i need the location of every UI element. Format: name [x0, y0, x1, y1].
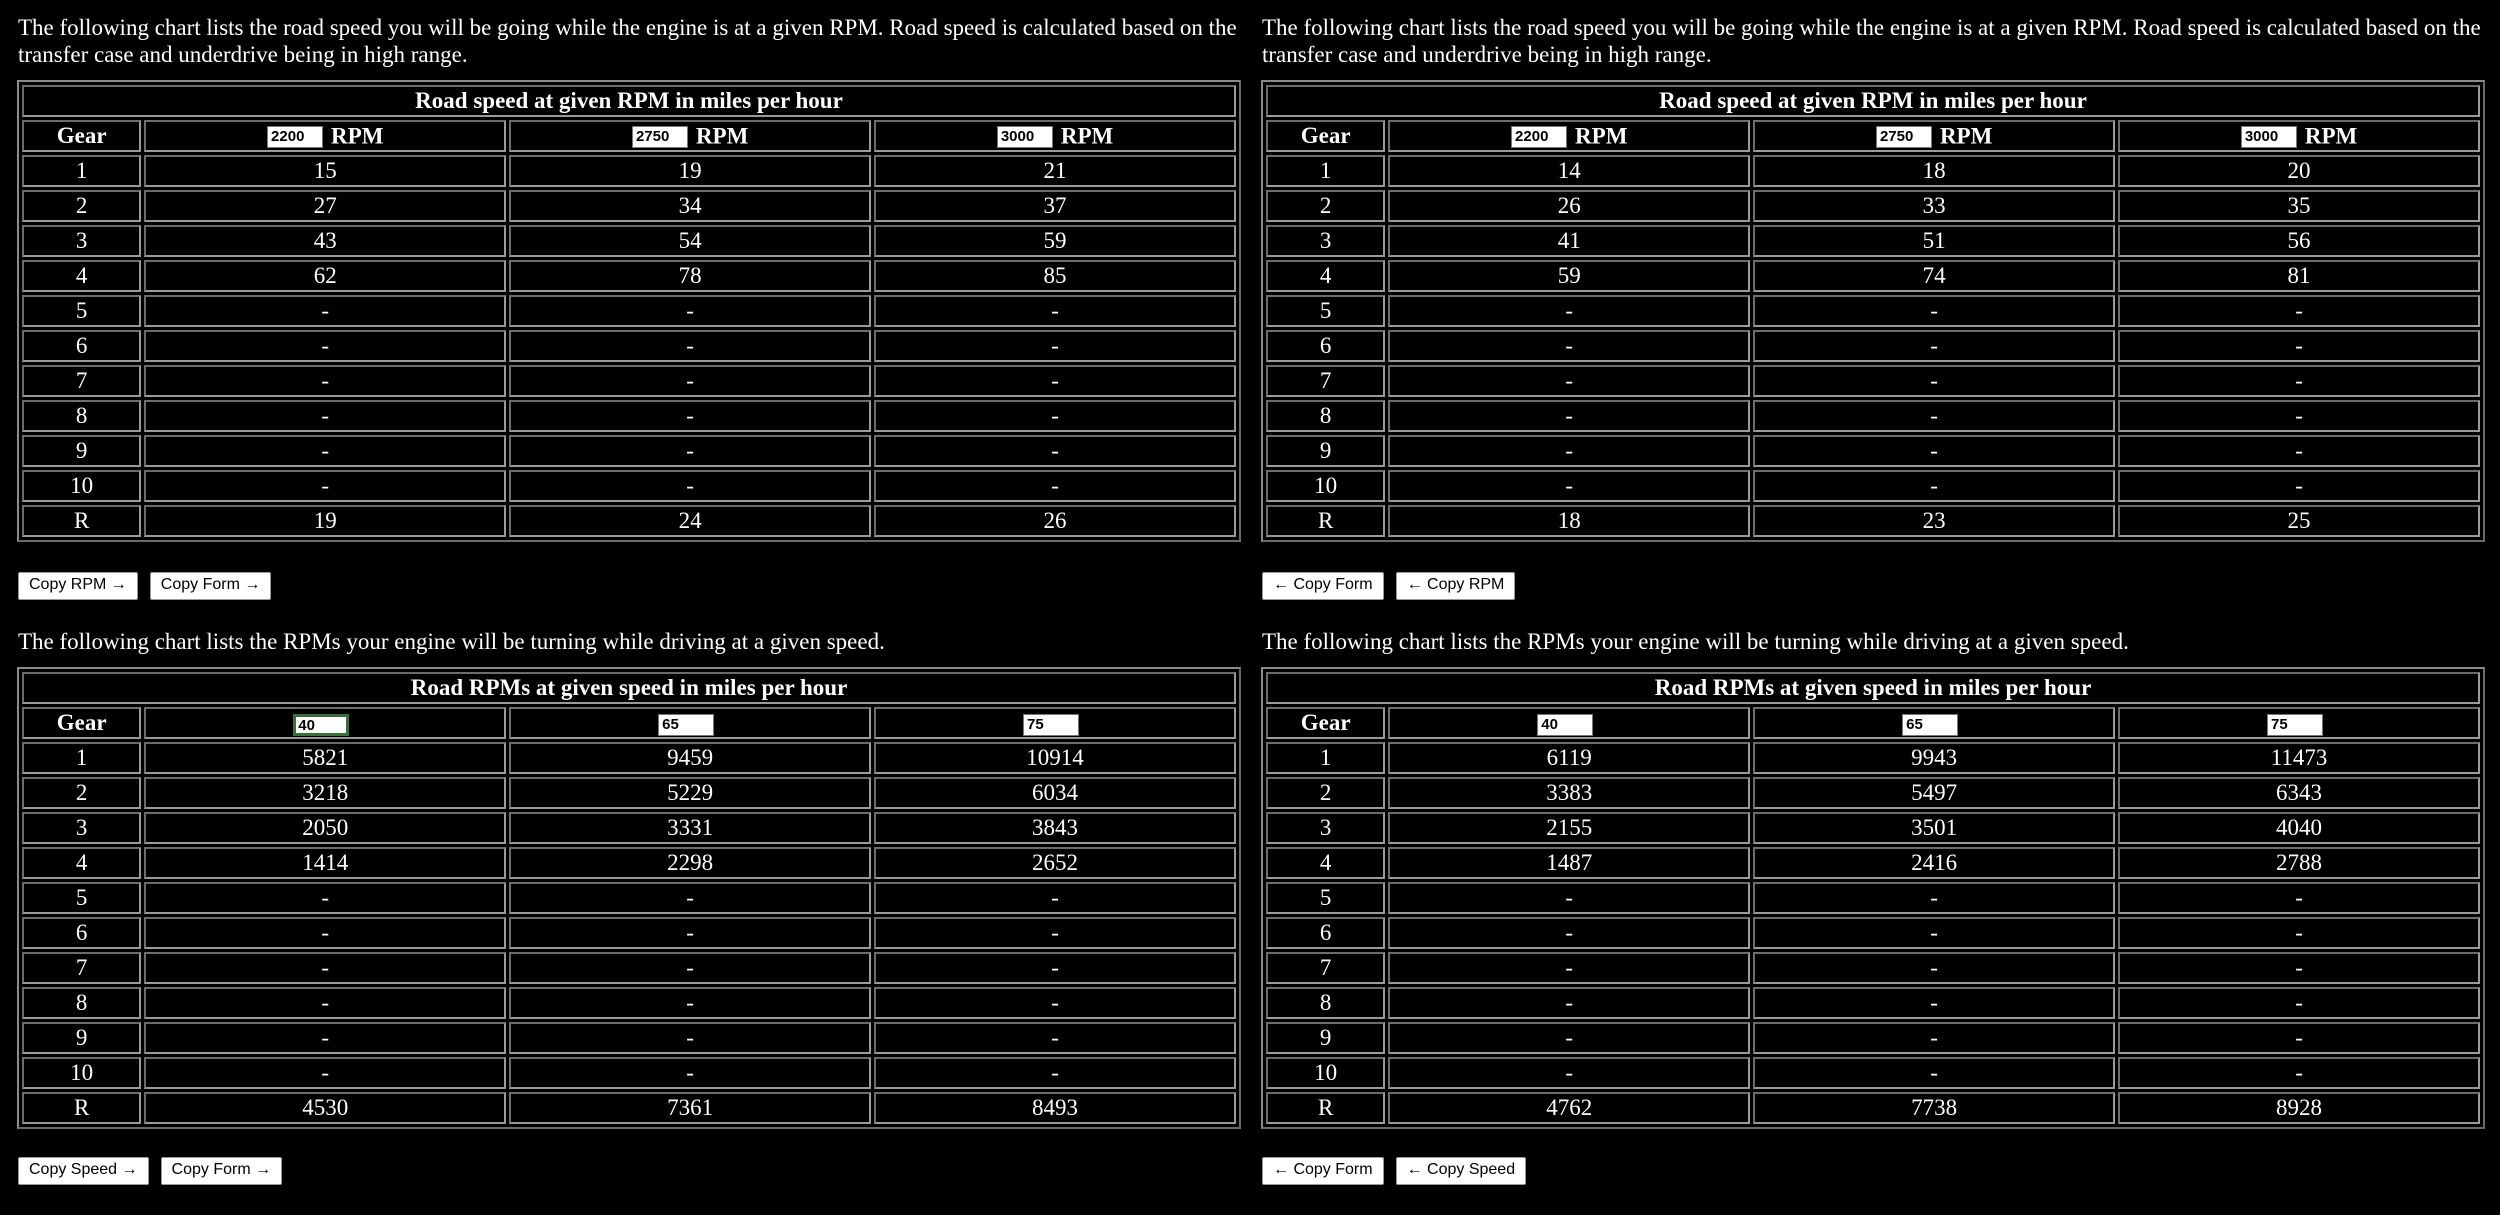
table-row: [1266, 882, 2480, 914]
value-cell: -: [1388, 882, 1750, 914]
gear-cell: 4: [22, 847, 141, 879]
value-cell: 15: [144, 155, 506, 187]
value-cell: 4530: [144, 1092, 506, 1124]
table-row: [22, 952, 1236, 984]
value-cell: -: [1388, 952, 1750, 984]
value-cell: -: [1388, 917, 1750, 949]
value-cell: -: [1753, 882, 2115, 914]
table-row: [1266, 1057, 2480, 1089]
value-cell: 21: [874, 155, 1236, 187]
rpm-column-header: [1753, 120, 2115, 152]
value-cell: -: [874, 295, 1236, 327]
gear-header: Gear: [22, 707, 141, 739]
value-cell: -: [2118, 330, 2480, 362]
table-row: [22, 1057, 1236, 1089]
copy-speed-button[interactable]: Copy Speed →: [18, 1157, 149, 1185]
rpm-chart-intro: The following chart lists the RPMs your engine will be turning while driving at a given speed.: [18, 629, 885, 654]
value-cell: 27: [144, 190, 506, 222]
gear-header: Gear: [1266, 707, 1385, 739]
gear-cell: 6: [22, 917, 141, 949]
value-cell: -: [509, 470, 871, 502]
rpm-input[interactable]: 3000: [997, 126, 1053, 148]
road-rpm-rows: [1266, 742, 2480, 1124]
value-cell: 2416: [1753, 847, 2115, 879]
table-row: [22, 225, 1236, 257]
gear-cell: 9: [22, 435, 141, 467]
value-cell: -: [1753, 952, 2115, 984]
gear-header: Gear: [22, 120, 141, 152]
value-cell: -: [2118, 987, 2480, 1019]
value-cell: 6034: [874, 777, 1236, 809]
value-cell: 33: [1753, 190, 2115, 222]
value-cell: 4040: [2118, 812, 2480, 844]
value-cell: 9943: [1753, 742, 2115, 774]
rpm-column-header: [1388, 120, 1750, 152]
value-cell: -: [144, 917, 506, 949]
speed-input[interactable]: 40: [1537, 714, 1593, 736]
value-cell: 74: [1753, 260, 2115, 292]
rpm-button-row: [18, 1157, 1254, 1189]
table-row: [1266, 952, 2480, 984]
table-row: [1266, 190, 2480, 222]
value-cell: 8493: [874, 1092, 1236, 1124]
gear-cell: 2: [22, 190, 141, 222]
value-cell: -: [144, 435, 506, 467]
copy-form-button[interactable]: Copy Form →: [161, 1157, 283, 1185]
rpm-column-header: [2118, 120, 2480, 152]
value-cell: -: [144, 330, 506, 362]
value-cell: 78: [509, 260, 871, 292]
value-cell: 11473: [2118, 742, 2480, 774]
gear-cell: 1: [1266, 155, 1385, 187]
left-panel: [18, 0, 1254, 1189]
gear-cell: 8: [1266, 400, 1385, 432]
table-row: [22, 812, 1236, 844]
value-cell: -: [509, 917, 871, 949]
value-cell: 85: [874, 260, 1236, 292]
gear-cell: 3: [1266, 812, 1385, 844]
road-speed-table: [17, 80, 1241, 542]
value-cell: -: [509, 882, 871, 914]
value-cell: 23: [1753, 505, 2115, 537]
value-cell: -: [1753, 365, 2115, 397]
gear-cell: 8: [1266, 987, 1385, 1019]
value-cell: 3843: [874, 812, 1236, 844]
table-row: [22, 505, 1236, 537]
value-cell: -: [1753, 295, 2115, 327]
table-row: [1266, 777, 2480, 809]
speed-input[interactable]: 75: [1023, 714, 1079, 736]
value-cell: -: [2118, 435, 2480, 467]
value-cell: 5497: [1753, 777, 2115, 809]
speed-button-row: [18, 572, 1254, 604]
value-cell: 26: [1388, 190, 1750, 222]
table-row: [1266, 470, 2480, 502]
value-cell: 3501: [1753, 812, 2115, 844]
table-row: [22, 742, 1236, 774]
value-cell: 2155: [1388, 812, 1750, 844]
value-cell: 2788: [2118, 847, 2480, 879]
rpm-button-row: [1262, 1157, 2498, 1189]
value-cell: 5821: [144, 742, 506, 774]
rpm-input[interactable]: 2200: [1511, 126, 1567, 148]
speed-button-row: [1262, 572, 2498, 604]
value-cell: 2652: [874, 847, 1236, 879]
value-cell: 18: [1388, 505, 1750, 537]
value-cell: -: [144, 987, 506, 1019]
value-cell: -: [1753, 330, 2115, 362]
value-cell: 1414: [144, 847, 506, 879]
value-cell: -: [144, 882, 506, 914]
value-cell: -: [1753, 917, 2115, 949]
rpm-unit-label: RPM: [2304, 123, 2358, 149]
table-row: [1266, 742, 2480, 774]
value-cell: -: [2118, 295, 2480, 327]
table-row: [22, 435, 1236, 467]
copy-form-button[interactable]: ← Copy Form: [1262, 572, 1384, 600]
value-cell: 56: [2118, 225, 2480, 257]
value-cell: -: [2118, 917, 2480, 949]
rpm-unit-label: RPM: [1939, 123, 1993, 149]
value-cell: -: [144, 952, 506, 984]
table-row: [1266, 330, 2480, 362]
value-cell: -: [509, 330, 871, 362]
gear-cell: 1: [1266, 742, 1385, 774]
value-cell: -: [874, 917, 1236, 949]
value-cell: 1487: [1388, 847, 1750, 879]
value-cell: -: [874, 987, 1236, 1019]
value-cell: -: [874, 435, 1236, 467]
speed-input[interactable]: 40: [293, 714, 349, 736]
value-cell: 24: [509, 505, 871, 537]
gear-cell: 7: [22, 952, 141, 984]
gear-cell: 4: [1266, 260, 1385, 292]
road-rpm-table: [17, 667, 1241, 1129]
value-cell: 7361: [509, 1092, 871, 1124]
speed-chart-intro: The following chart lists the road speed you will be going while the engine is at a given RPM. Road speed is calculated based on the transfer case and underdrive being in high range.: [18, 15, 1237, 67]
value-cell: -: [509, 1022, 871, 1054]
table-row: [1266, 1022, 2480, 1054]
road-rpm-table: [1261, 667, 2485, 1129]
gear-cell: 3: [1266, 225, 1385, 257]
table-row: [22, 987, 1236, 1019]
value-cell: 2298: [509, 847, 871, 879]
value-cell: -: [874, 1022, 1236, 1054]
value-cell: 3218: [144, 777, 506, 809]
table-row: [22, 365, 1236, 397]
value-cell: 25: [2118, 505, 2480, 537]
gear-cell: 5: [22, 295, 141, 327]
value-cell: -: [874, 365, 1236, 397]
rpm-unit-label: RPM: [1575, 123, 1628, 149]
table-row: [1266, 295, 2480, 327]
rpm-unit-label: RPM: [331, 123, 384, 149]
value-cell: 4762: [1388, 1092, 1750, 1124]
rpm-column-header: [144, 120, 506, 152]
speed-input[interactable]: 65: [658, 714, 714, 736]
gear-cell: 10: [1266, 470, 1385, 502]
value-cell: -: [874, 952, 1236, 984]
rpm-input[interactable]: 2750: [632, 126, 688, 148]
value-cell: 37: [874, 190, 1236, 222]
value-cell: 41: [1388, 225, 1750, 257]
value-cell: 6343: [2118, 777, 2480, 809]
value-cell: -: [2118, 400, 2480, 432]
value-cell: 18: [1753, 155, 2115, 187]
copy-form-button[interactable]: ← Copy Form: [1262, 1157, 1384, 1185]
copy-form-button[interactable]: Copy Form →: [150, 572, 272, 600]
gear-cell: 5: [1266, 295, 1385, 327]
value-cell: -: [874, 882, 1236, 914]
speed-input[interactable]: 65: [1902, 714, 1958, 736]
value-cell: 81: [2118, 260, 2480, 292]
speed-column-header: [1388, 707, 1750, 739]
value-cell: -: [1388, 1057, 1750, 1089]
gear-cell: 2: [1266, 777, 1385, 809]
road-speed-table-title: Road speed at given RPM in miles per hour: [1266, 85, 2480, 117]
value-cell: -: [1753, 400, 2115, 432]
value-cell: -: [509, 400, 871, 432]
table-row: [22, 882, 1236, 914]
value-cell: 8928: [2118, 1092, 2480, 1124]
value-cell: 35: [2118, 190, 2480, 222]
table-row: [1266, 847, 2480, 879]
speed-chart-intro: The following chart lists the road speed you will be going while the engine is at a given RPM. Road speed is calculated based on the transfer case and underdrive being in high range.: [1262, 15, 2481, 67]
gear-cell: 6: [1266, 330, 1385, 362]
road-rpm-table-title: Road RPMs at given speed in miles per hour: [1266, 672, 2480, 704]
table-row: [22, 847, 1236, 879]
value-cell: -: [1753, 1022, 2115, 1054]
value-cell: -: [874, 400, 1236, 432]
table-row: [22, 260, 1236, 292]
value-cell: -: [509, 295, 871, 327]
rpm-column-header: [509, 120, 871, 152]
speed-column-header: [144, 707, 506, 739]
value-cell: -: [2118, 1057, 2480, 1089]
value-cell: -: [1388, 295, 1750, 327]
table-row: [1266, 260, 2480, 292]
value-cell: 26: [874, 505, 1236, 537]
value-cell: -: [874, 1057, 1236, 1089]
gear-cell: 8: [22, 987, 141, 1019]
speed-column-header: [1753, 707, 2115, 739]
table-row: [1266, 917, 2480, 949]
gear-cell: 8: [22, 400, 141, 432]
value-cell: -: [144, 365, 506, 397]
value-cell: -: [2118, 365, 2480, 397]
gear-cell: 9: [1266, 435, 1385, 467]
value-cell: -: [874, 330, 1236, 362]
value-cell: -: [144, 295, 506, 327]
value-cell: 43: [144, 225, 506, 257]
value-cell: -: [509, 987, 871, 1019]
gear-cell: 6: [22, 330, 141, 362]
value-cell: 59: [1388, 260, 1750, 292]
value-cell: -: [1388, 470, 1750, 502]
road-rpm-rows: [22, 742, 1236, 1124]
road-speed-table-title: Road speed at given RPM in miles per hour: [22, 85, 1236, 117]
speed-column-header: [2118, 707, 2480, 739]
right-panel: [1262, 0, 2498, 1189]
gear-header: Gear: [1266, 120, 1385, 152]
table-row: [1266, 400, 2480, 432]
table-row: [1266, 1092, 2480, 1124]
value-cell: -: [144, 400, 506, 432]
gear-cell: 7: [1266, 952, 1385, 984]
gear-cell: R: [1266, 1092, 1385, 1124]
value-cell: -: [1753, 435, 2115, 467]
rpm-column-header: [874, 120, 1236, 152]
value-cell: 59: [874, 225, 1236, 257]
gear-cell: R: [22, 505, 141, 537]
gear-cell: 10: [22, 470, 141, 502]
value-cell: 51: [1753, 225, 2115, 257]
table-row: [22, 190, 1236, 222]
value-cell: 19: [144, 505, 506, 537]
rpm-input[interactable]: 2200: [267, 126, 323, 148]
road-speed-rows: [1266, 155, 2480, 537]
speed-input[interactable]: 75: [2267, 714, 2323, 736]
gear-cell: 10: [22, 1057, 141, 1089]
gear-cell: 3: [22, 812, 141, 844]
road-speed-rows: [22, 155, 1236, 537]
rpm-input[interactable]: 3000: [2241, 126, 2297, 148]
gear-cell: 4: [22, 260, 141, 292]
table-row: [1266, 505, 2480, 537]
rpm-chart-intro: The following chart lists the RPMs your engine will be turning while driving at a given speed.: [1262, 629, 2129, 654]
copy-rpm-button[interactable]: ← Copy RPM: [1396, 572, 1516, 600]
value-cell: 5229: [509, 777, 871, 809]
road-rpm-table-title: Road RPMs at given speed in miles per hour: [22, 672, 1236, 704]
road-speed-table: [1261, 80, 2485, 542]
table-row: [22, 917, 1236, 949]
value-cell: -: [1388, 330, 1750, 362]
gear-cell: 10: [1266, 1057, 1385, 1089]
value-cell: -: [1388, 365, 1750, 397]
gear-cell: 2: [1266, 190, 1385, 222]
table-row: [22, 330, 1236, 362]
gear-cell: 2: [22, 777, 141, 809]
value-cell: -: [1753, 987, 2115, 1019]
value-cell: 6119: [1388, 742, 1750, 774]
value-cell: -: [2118, 952, 2480, 984]
table-row: [1266, 365, 2480, 397]
value-cell: -: [509, 952, 871, 984]
rpm-unit-label: RPM: [1060, 123, 1114, 149]
table-row: [22, 295, 1236, 327]
gear-cell: 4: [1266, 847, 1385, 879]
table-row: [22, 1022, 1236, 1054]
value-cell: 34: [509, 190, 871, 222]
value-cell: 20: [2118, 155, 2480, 187]
value-cell: 3383: [1388, 777, 1750, 809]
value-cell: 3331: [509, 812, 871, 844]
value-cell: -: [144, 470, 506, 502]
gear-cell: 9: [22, 1022, 141, 1054]
value-cell: -: [144, 1022, 506, 1054]
speed-column-header: [509, 707, 871, 739]
copy-speed-button[interactable]: ← Copy Speed: [1396, 1157, 1527, 1185]
value-cell: -: [2118, 470, 2480, 502]
value-cell: 9459: [509, 742, 871, 774]
value-cell: -: [2118, 1022, 2480, 1054]
value-cell: -: [509, 1057, 871, 1089]
value-cell: 54: [509, 225, 871, 257]
value-cell: 19: [509, 155, 871, 187]
gear-cell: 1: [22, 155, 141, 187]
value-cell: -: [1753, 470, 2115, 502]
gear-cell: 5: [22, 882, 141, 914]
table-row: [1266, 987, 2480, 1019]
value-cell: -: [1388, 1022, 1750, 1054]
rpm-input[interactable]: 2750: [1876, 126, 1932, 148]
value-cell: -: [1388, 987, 1750, 1019]
table-row: [1266, 812, 2480, 844]
gear-cell: 6: [1266, 917, 1385, 949]
value-cell: -: [144, 1057, 506, 1089]
value-cell: -: [1753, 1057, 2115, 1089]
table-row: [22, 400, 1236, 432]
gear-cell: 1: [22, 742, 141, 774]
value-cell: -: [1388, 435, 1750, 467]
gear-cell: 9: [1266, 1022, 1385, 1054]
table-row: [22, 777, 1236, 809]
gear-cell: 3: [22, 225, 141, 257]
value-cell: 14: [1388, 155, 1750, 187]
gear-cell: R: [1266, 505, 1385, 537]
value-cell: 62: [144, 260, 506, 292]
value-cell: 2050: [144, 812, 506, 844]
value-cell: 10914: [874, 742, 1236, 774]
value-cell: -: [874, 470, 1236, 502]
table-row: [22, 1092, 1236, 1124]
gear-cell: 7: [1266, 365, 1385, 397]
speed-column-header: [874, 707, 1236, 739]
table-row: [1266, 225, 2480, 257]
table-row: [22, 470, 1236, 502]
copy-rpm-button[interactable]: Copy RPM →: [18, 572, 138, 600]
table-row: [1266, 435, 2480, 467]
value-cell: -: [2118, 882, 2480, 914]
table-row: [1266, 155, 2480, 187]
rpm-unit-label: RPM: [695, 123, 749, 149]
value-cell: -: [509, 435, 871, 467]
gear-cell: R: [22, 1092, 141, 1124]
value-cell: -: [1388, 400, 1750, 432]
value-cell: 7738: [1753, 1092, 2115, 1124]
value-cell: -: [509, 365, 871, 397]
gear-cell: 5: [1266, 882, 1385, 914]
table-row: [22, 155, 1236, 187]
gear-cell: 7: [22, 365, 141, 397]
